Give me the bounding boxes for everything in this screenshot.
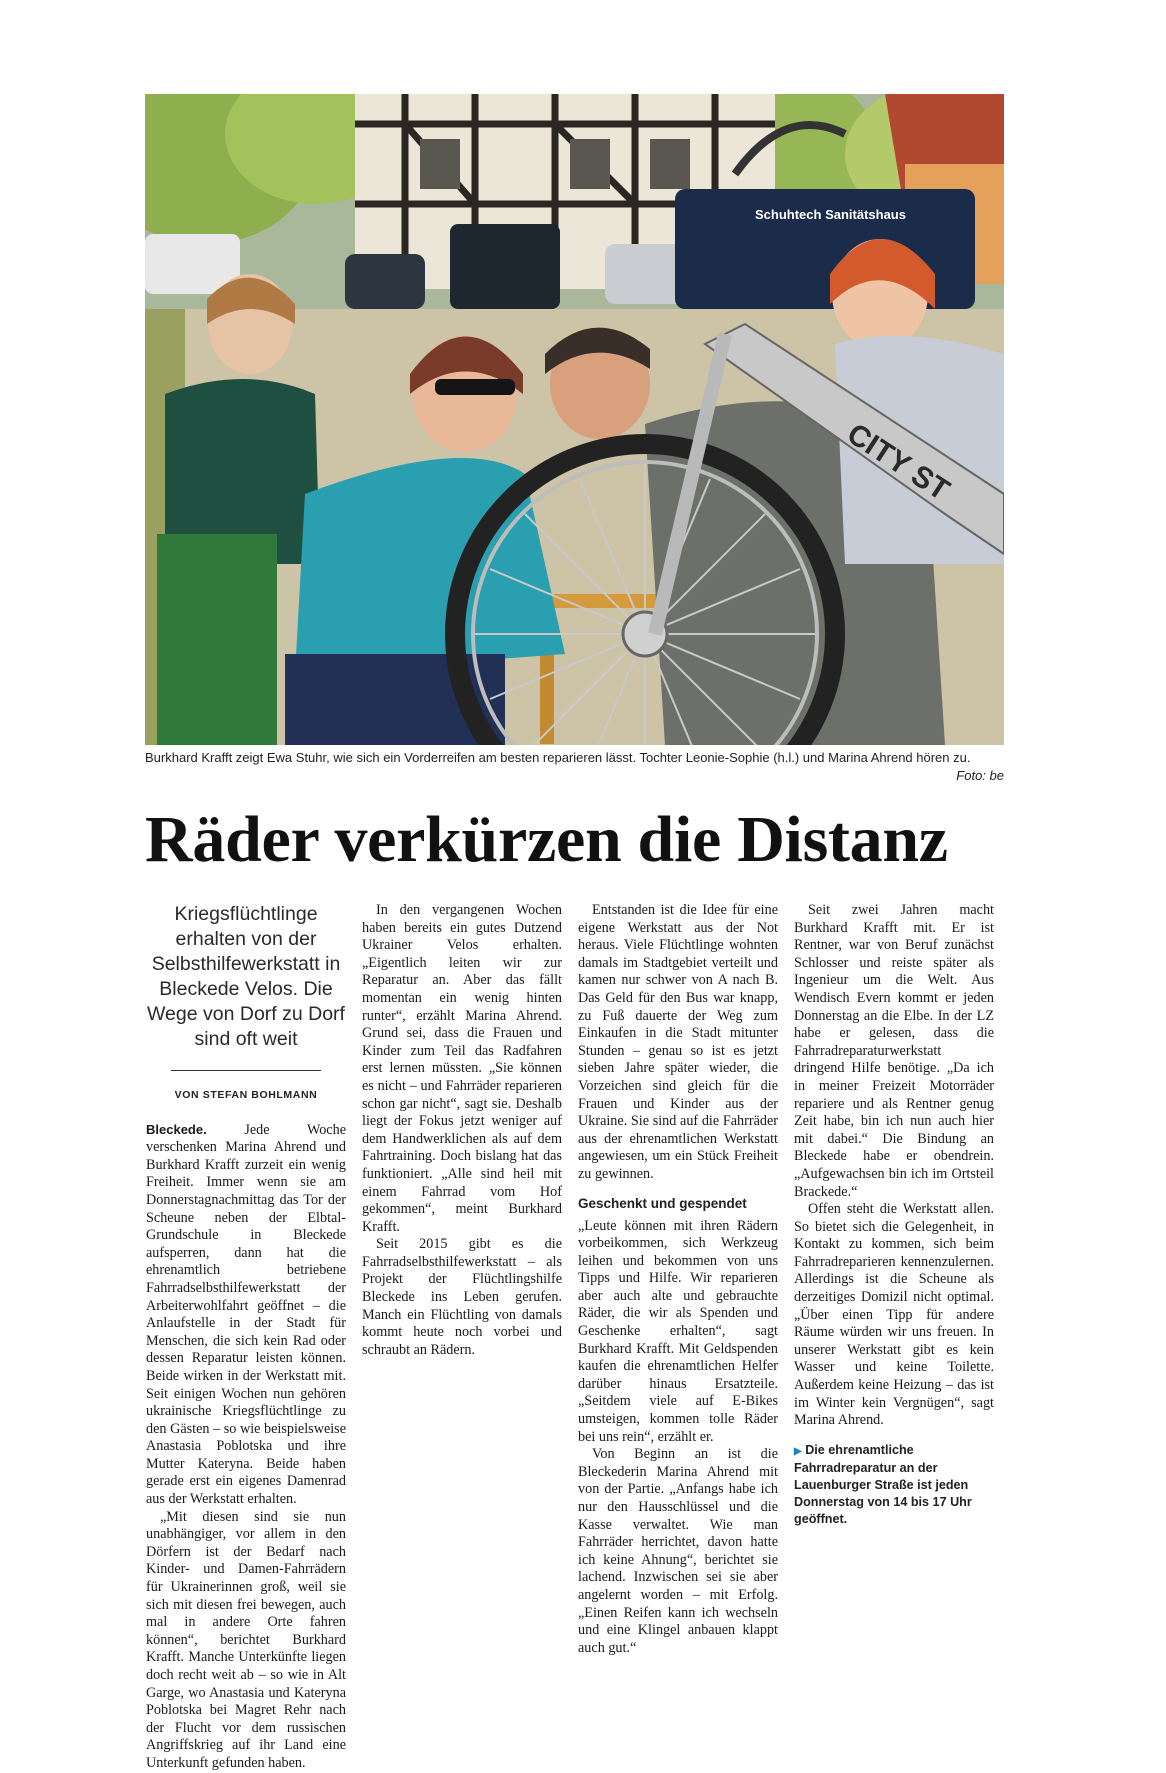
deck-divider bbox=[171, 1070, 321, 1071]
info-box bbox=[794, 1442, 994, 1528]
byline: VON STEFAN BOHLMANN bbox=[174, 1089, 318, 1101]
paragraph-9: Offen steht die Werkstatt allen. So bietet sich die Gelegenheit, in Kontakt zu kommen, sich beim Fahrradreparieren kennenzulernen. Allerdings ist die Scheune als derzeitiges Domizil nicht optimal. „Über einen Tipp für andere Räume würden wir uns freuen. In unserer Werkstatt gibt es kein Wasser und keine Toilette. Außerdem keine Heizung – das ist im Winter kein Vergnügen“, sagt Marina Ahrend. bbox=[794, 1201, 994, 1429]
deck: Kriegsflüchtlinge erhalten von der Selbsthilfewerkstatt in Bleckede Velos. Die Wege von Dorf zu Dorf sind oft weit bbox=[147, 903, 345, 1050]
column-4 bbox=[794, 902, 994, 1528]
photo-credit: Foto: be bbox=[956, 768, 1004, 783]
photo-caption: Burkhard Krafft zeigt Ewa Stuhr, wie sich ein Vorderreifen am besten reparieren lässt. Tochter Leonie-Sophie (h.l.) und Marina Ahrend hören zu. bbox=[145, 750, 971, 765]
headline: Räder verkürzen die Distanz bbox=[145, 803, 948, 876]
paragraph-5: Entstanden ist die Idee für eine eigene Werkstatt aus der Not heraus. Viele Flüchtlinge wohnten damals im Stadtgebiet verteilt und kamen nur schwer von A nach B. Das Geld für den Bus war knapp, zu Fuß dauerte der Weg zum Einkaufen in die Stadt mitunter Stunden – genau so ist es jetzt sieben Jahre später wieder, die Vorzeichen sind gleich für die Frauen und Kinder aus der Ukraine. Sie sind auf die Fahrräder aus der ehrenamtlichen Werkstatt angewiesen, um ein Stück Freiheit zu gewinnen. bbox=[578, 902, 778, 1182]
info-text: Die ehrenamtliche Fahrradreparatur an der Lauenburger Straße ist jeden Donnerstag von 14 bis 17 Uhr geöffnet. bbox=[794, 1442, 972, 1526]
subheading: Geschenkt und gespendet bbox=[578, 1195, 747, 1211]
article-photo bbox=[145, 94, 1004, 745]
column-3 bbox=[578, 902, 778, 1657]
triangle-bullet-icon: ▶ bbox=[794, 1445, 802, 1457]
paragraph-6: „Leute können mit ihren Rädern vorbeikommen, sich Werkzeug leihen und bekommen von uns Tipps und Hilfe. Wir reparieren aber auch alte und gebrauchte Räder, die wir als Spenden und Geschenke erhalten“, sagt Burkhard Krafft. Mit Geldspenden kaufen die ehrenamtlichen Helfer darüber hinaus Ersatzteile. „Seitdem viele auf E-Bikes umsteigen, kommen tolle Räder bei uns rein“, erzählt er. bbox=[578, 1217, 778, 1445]
dateline: Bleckede. bbox=[146, 1121, 207, 1137]
paragraph-2: „Mit diesen sind sie nun unabhängiger, vor allem in den Dörfern ist der Bedarf nach Kinder- und Damen-Fahrrädern für Ukrainerinnen groß, weil sie sich mit diesen frei bewegen, auch mal in andere Orte fahren können“, berichtet Burkhard Krafft. Manche Unterkünfte liegen doch recht weit ab – so wie in Alt Garge, wo Anastasia und Kateryna Poblotska bei Magret Rehr nach der Flucht vor dem russischen Angriffskrieg auf ihr Land eine Unterkunft gefunden haben. bbox=[146, 1508, 346, 1771]
paragraph-1-text: Jede Woche verschenken Marina Ahrend und Burkhard Krafft zurzeit ein wenig Freiheit. Immer wenn sie am Donnerstagnachmittag das Tor der Scheune neben der Elbtal-Grundschule in Bleckede aufsperren, dann hat die ehrenamtlich betriebene Fahrradselbsthilfewerkstatt der Arbeiterwohlfahrt geöffnet – die Anlaufstelle in der Stadt für Menschen, die sich kein Rad oder dessen Reparatur leisten können. Beide wirken in der Werkstatt mit. Seit einigen Wochen nun gehören ukrainische Kriegsflüchtlinge zu den Gästen – so wie beispielsweise Anastasia Poblotska und ihre Mutter Kateryna. Beide haben gerade erst ein eigenes Damenrad aus der Werkstatt erhalten. bbox=[146, 1121, 346, 1508]
column-1 bbox=[146, 902, 346, 1773]
paragraph-1 bbox=[146, 1121, 346, 1509]
paragraph-8: Seit zwei Jahren macht Burkhard Krafft mit. Er ist Rentner, war von Beruf zunächst Schlosser und reiste später als Ingenieur um die Welt. Aus Wendisch Evern kommt er jeden Donnerstag an die Elbe. In der LZ habe er gelesen, dass die Fahrradreparaturwerkstatt dringend Hilfe benötige. „Da ich in meiner Freizeit Motorräder repariere und als Rentner genug Zeit habe, bin ich nun auch hier mit dabei.“ Die Bindung an Bleckede habe er obendrein. „Aufgewachsen bin ich im Ortsteil Brackede.“ bbox=[794, 902, 994, 1200]
bike-frame-text: CITY ST bbox=[841, 417, 956, 508]
van-sign-text: Schuhtech Sanitätshaus bbox=[755, 207, 906, 222]
paragraph-7: Von Beginn an ist die Bleckederin Marina Ahrend mit von der Partie. „Anfangs habe ich nur den Hausschlüssel und die Kasse verwaltet. Wie man Fahrräder herrichtet, davon hatte ich keine Ahnung“, berichtet sie lachend. Inzwischen sei sie aber angelernt worden – mit Erfolg. „Einen Reifen kann ich wechseln und eine Klingel anbauen klappt auch gut.“ bbox=[578, 1446, 778, 1656]
column-2 bbox=[362, 902, 562, 1359]
photo-illustration bbox=[145, 94, 1004, 745]
paragraph-3: In den vergangenen Wochen haben bereits ein gutes Dutzend Ukrainer Velos erhalten. „Eigentlich leiten wir zur Reparatur an. Aber das fällt momentan ein wenig hinten runter“, erzählt Marina Ahrend. Grund sei, dass die Frauen und Kinder zum Teil das Radfahren erst lernen müssten. „Sie können es nicht – und Fahrräder reparieren schon gar nicht“, sagt sie. Deshalb liegt der Fokus jetzt weniger auf dem Handwerklichen als auf dem Fahrtraining. Doch bislang hat das funktioniert. „Alle sind heil mit einem Fahrrad vom Hof gekommen“, meint Burkhard Krafft. bbox=[362, 902, 562, 1235]
paragraph-4: Seit 2015 gibt es die Fahrradselbsthilfewerkstatt – als Projekt der Flüchtlingshilfe Bleckede ins Leben gerufen. Manch ein Flüchtling von damals kommt heute noch vorbei und schraubt an Rädern. bbox=[362, 1236, 562, 1358]
